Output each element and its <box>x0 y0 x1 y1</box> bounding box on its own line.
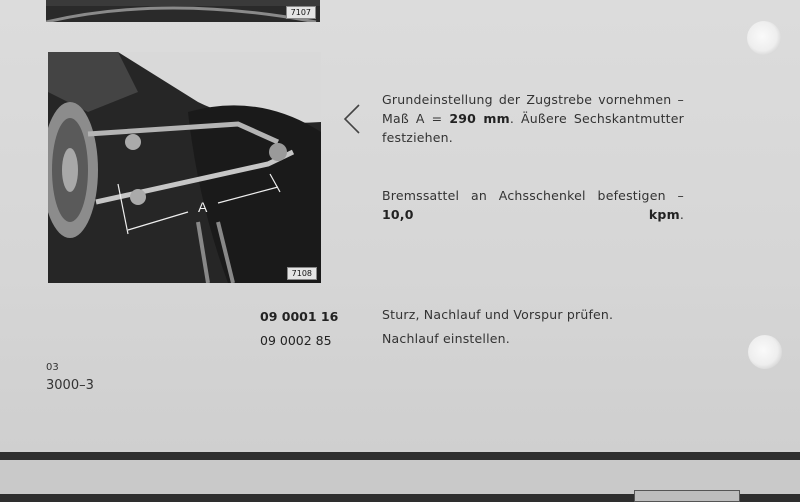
operation-code: 09 0001 16 <box>260 309 339 324</box>
dimension-label-a: A <box>198 199 208 215</box>
torque-value: 10,0 kpm <box>382 207 680 222</box>
figure-7108-image <box>48 52 321 283</box>
next-page-edge <box>0 460 800 494</box>
group-number: 03 <box>46 362 59 373</box>
instruction-brake-caliper: Bremssattel an Achsschenkel befestigen – 10,0 kpm. <box>382 188 684 222</box>
operation-text: Sturz, Nachlauf und Vorspur prüfen. <box>382 307 614 322</box>
figure-number: 7108 <box>287 267 317 280</box>
figure-7107-image <box>46 0 320 22</box>
next-page-figure-frame <box>634 490 740 502</box>
punch-hole-top <box>747 21 781 55</box>
strut-length-value: 290 mm <box>449 111 510 126</box>
punch-hole-bottom <box>748 335 782 369</box>
pointer-arrow-icon <box>343 104 361 134</box>
document-number: 3000–3 <box>46 378 94 393</box>
figure-number: 7107 <box>286 6 316 19</box>
instruction-strut-setting: Grundeinstellung der Zugstrebe vornehmen – Maß A = 290 mm. Äußere Sechskantmutter festziehen. <box>382 92 684 145</box>
operation-text: Nachlauf einstellen. <box>382 331 510 346</box>
operation-code: 09 0002 85 <box>260 333 332 348</box>
figure-7108-photo <box>48 52 321 283</box>
figure-7107-photo <box>46 0 320 22</box>
